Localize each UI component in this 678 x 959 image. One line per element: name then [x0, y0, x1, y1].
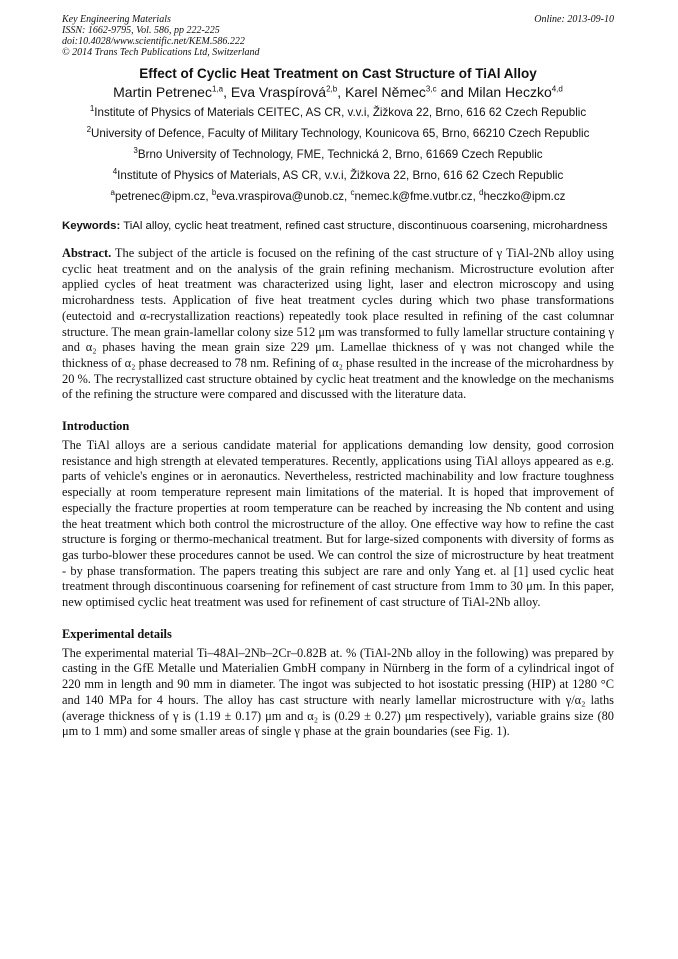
author: Eva Vraspírová$^{2,b}$, — [230, 84, 345, 100]
abstract-label: Abstract. — [62, 246, 112, 260]
online-date: Online: 2013-09-10 — [534, 14, 614, 25]
paper-page — [62, 14, 614, 740]
introduction-text: The TiAl alloys are a serious candidate material for applications demanding low density, good corrosion resistance and high strength at elevated temperatures. Recently, applications using TiAl alloys appeared as e.g. parts of vehicle's engines or in aeronautics. Nevertheless, restricted machinability and low fracture toughness especially at room temperature represent main limitations of the material. It is hoped that improvement of especially the fracture properties at room temperature can be reached by increasing the Nb content and using the heat treatment which both control the microstructure of the alloy. One effective way how to refine the cast structure is forging or thermo-mechanical treatment. But for large-sized components with diversity of forms as gas turbo-blower these procedures cannot be used. We can control the size of microstructure by heat treatment - by phase transformation. The papers treating this subject are rare and only Yang et. al [1] used cyclic heat treatment through discontinuous coarsening for refinement of cast structure from 1mm to 30 μm. In this paper, new optimised cyclic heat treatment was used for refinement of cast structure of TiAl-2Nb alloy. — [62, 438, 614, 610]
journal-header — [62, 14, 614, 58]
journal-copyright: © 2014 Trans Tech Publications Ltd, Switzerland — [62, 47, 260, 58]
experimental-text: The experimental material Ti–48Al–2Nb–2Cr–0.82B at. % (TiAl-2Nb alloy in the following) was prepared by casting in the GfE Metalle und Materialien GmbH company in Nürnberg in the form of a cylindrical ingot of 220 mm in length and 90 mm in diameter. The ingot was subjected to hot isostatic pressing (HIP) at 1280 °C and 140 MPa for 4 hours. The alloy has cast structure with nearly lamellar microstructure with γ/α₂ laths (average thickness of γ is (1.19 ± 0.17) μm and α₂ is (0.29 ± 0.27) μm respectively), variable grains size (80 μm to 1 mm) and some smaller areas of single γ phase at the grain boundaries (see Fig. 1). — [62, 645, 614, 739]
affiliation: $^4$Institute of Physics of Materials, AS CR, v.v.i, Žižkova 22, Brno, 616 62 Czech Republic — [112, 167, 564, 182]
affiliation: $^2$University of Defence, Faculty of Military Technology, Kounicova 65, Brno, 66210 Czech Republic — [86, 125, 590, 140]
author: Martin Petrenec$^{1,a}$, — [113, 84, 231, 100]
keywords-text: TiAl alloy, cyclic heat treatment, refined cast structure, discontinuous coarsening, microhardness — [120, 220, 608, 232]
email-link[interactable]: petrenec@ipm.cz, — [114, 190, 212, 203]
author-list — [62, 84, 614, 100]
keywords — [62, 219, 614, 233]
affiliation: $^1$Institute of Physics of Materials CEITEC, AS CR, v.v.i, Žižkova 22, Brno, 616 62 Czech Republic — [89, 104, 587, 119]
experimental-heading: Experimental details — [62, 626, 172, 641]
affiliations — [62, 105, 614, 205]
email-link[interactable]: nemec.k@fme.vutbr.cz, — [354, 190, 480, 203]
email-link[interactable]: eva.vraspirova@unob.cz, — [216, 190, 351, 203]
journal-doi: doi:10.4028/www.scientific.net/KEM.586.222 — [62, 36, 245, 47]
abstract-text: The subject of the article is focused on the refining of the cast structure of γ TiAl-2Nb alloy using cyclic heat treatment and on the analysis of the grain refining mechanism. Microstructure evolution after applied cycles of heat treatment was characterized using light, laser and electron microscopy and using microhardness tests. Application of five heat treatment cycles during which two phase transformations (eutectoid and α-recrystallization reactions) repeatedly took place resulted in refining of the cast columnar structure. The mean grain-lamellar colony size 512 μm was transformed to fully lamellar structure containing γ and α₂ phases having the mean grain size 229 μm. Lamellae thickness of γ was not changed while the thickness of α₂ phase decreased to 78 nm. Refining of α₂ phase resulted in the increase of the microhardness by 20 %. The recrystallized cast structure obtained by cyclic heat treatment and the knowledge on the mechanisms of the refining the structure were compared and discussed with the literature data. — [62, 246, 614, 402]
email-link[interactable]: heczko@ipm.cz — [483, 190, 566, 203]
journal-name: Key Engineering Materials — [62, 14, 171, 25]
abstract — [62, 246, 614, 403]
introduction-heading: Introduction — [62, 419, 130, 434]
keywords-label: Keywords: — [62, 220, 121, 232]
email-list: $^a$petrenec@ipm.cz, $^b$eva.vraspirova@unob.cz, $^c$nemec.k@fme.vutbr.cz, $^d$heczko@ipm.cz — [110, 188, 566, 203]
author: Milan Heczko$^{4,d}$ — [467, 84, 563, 100]
author: Karel Němec$^{3,c}$ and — [344, 84, 468, 100]
journal-issn: ISSN: 1662-9795, Vol. 586, pp 222-225 — [62, 25, 220, 36]
paper-title: Effect of Cyclic Heat Treatment on Cast Structure of TiAl Alloy — [139, 66, 537, 81]
affiliation: $^3$Brno University of Technology, FME, Technická 2, Brno, 61669 Czech Republic — [133, 146, 543, 161]
